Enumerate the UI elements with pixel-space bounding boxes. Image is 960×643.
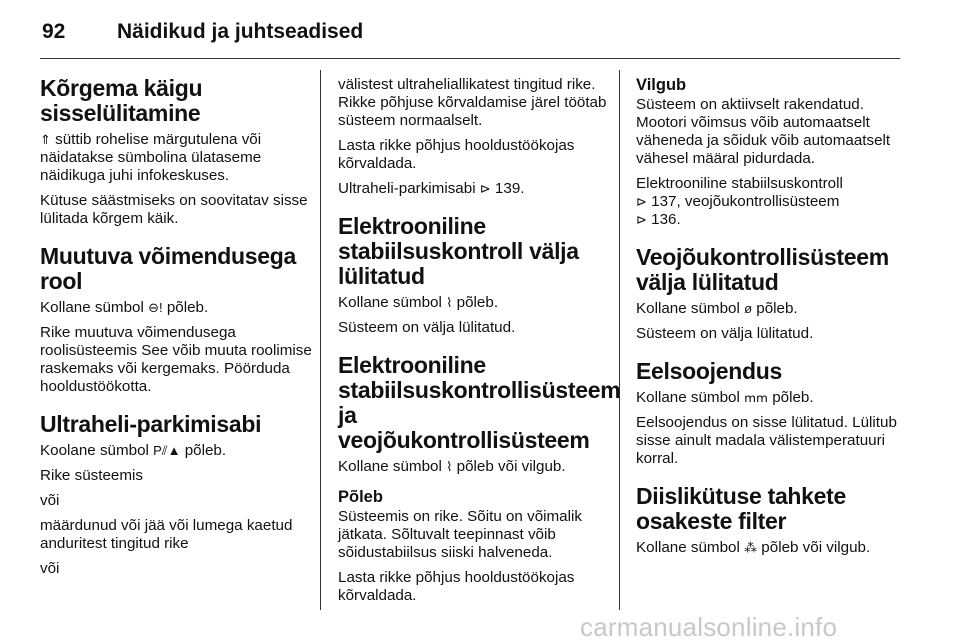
column-divider bbox=[619, 70, 620, 610]
paragraph: Süsteem on välja lülitatud. bbox=[338, 319, 516, 336]
subheading-flashing: Vilgub bbox=[636, 76, 687, 94]
section-heading-esc-tc: Elektrooniline stabiilsuskontrollisüsteem ja veojõukontrollisüsteem bbox=[338, 352, 621, 453]
paragraph: Rike süsteemis bbox=[40, 467, 143, 484]
page-ref-icon: ⊳ bbox=[636, 194, 647, 209]
paragraph: Lasta rikke põhjus hooldustöökojas kõrvaldada. bbox=[338, 569, 575, 604]
section-heading-esc-off: Elektrooniline stabiilsuskontroll välja lülitatud bbox=[338, 213, 579, 289]
paragraph: Kütuse säästmiseks on soovitatav sisse lülitada kõrgem käik. bbox=[40, 192, 308, 227]
column-left bbox=[40, 76, 312, 585]
paragraph: Kollane sümbol ⊖! põleb. bbox=[40, 299, 209, 316]
glow-plug-icon: ՠՠ bbox=[744, 390, 768, 405]
paragraph: Lasta rikke põhjus hooldustöökojas kõrvaldada. bbox=[338, 137, 575, 172]
paragraph: Kollane sümbol ⌇ põleb või vilgub. bbox=[338, 458, 566, 475]
section-heading-parking-assist: Ultraheli-parkimisabi bbox=[40, 411, 262, 437]
parking-assist-icon: P⫽▲ bbox=[153, 443, 181, 458]
paragraph: Kollane sümbol ⁂ põleb või vilgub. bbox=[636, 539, 871, 556]
section-heading-upshift: Kõrgema käigu sisselülitamine bbox=[40, 75, 203, 126]
paragraph: Kollane sümbol ՠՠ põleb. bbox=[636, 389, 814, 406]
page-number: 92 bbox=[42, 20, 66, 43]
paragraph: ⇑ süttib rohelise märgutulena või näidatakse sümbolina ülataseme näidikuga juhi infokeskuses. bbox=[40, 131, 262, 184]
paragraph: Süsteemis on rike. Sõitu on võimalik jätkata. Sõltuvalt teepinnast võib sõidustabiilsus siiski halveneda. bbox=[338, 508, 582, 561]
paragraph: Rike muutuva võimendusega roolisüsteemis See võib muuta roolimise raskemaks või kergemaks. Pöörduda hooldustöökotta. bbox=[40, 324, 312, 395]
steering-warning-icon: ⊖! bbox=[148, 300, 163, 315]
dpf-icon: ⁂ bbox=[744, 540, 758, 555]
subheading-lit: Põleb bbox=[338, 488, 383, 506]
paragraph: Koolane sümbol P⫽▲ põleb. bbox=[40, 442, 227, 459]
column-right bbox=[636, 76, 908, 564]
page-header bbox=[42, 10, 363, 54]
paragraph: Kollane sümbol ø põleb. bbox=[636, 300, 798, 317]
paragraph: või bbox=[40, 560, 60, 577]
section-heading-dpf: Diislikütuse tahkete osakeste filter bbox=[636, 483, 847, 534]
page-ref-icon: ⊳ bbox=[636, 212, 647, 227]
header-rule bbox=[40, 58, 900, 59]
paragraph: Süsteem on välja lülitatud. bbox=[636, 325, 814, 342]
page-title: Näidikud ja juhtseadised bbox=[117, 20, 364, 43]
column-divider bbox=[320, 70, 321, 610]
column-middle bbox=[338, 76, 621, 612]
esc-off-icon: ⌇ bbox=[446, 295, 453, 310]
section-heading-power-steering: Muutuva võimendusega rool bbox=[40, 243, 296, 294]
page-ref-icon: ⊳ bbox=[479, 181, 491, 196]
section-heading-tc-off: Veojõukontrollisüsteem välja lülitatud bbox=[636, 244, 889, 295]
paragraph: või bbox=[40, 492, 60, 509]
paragraph: Kollane sümbol ⌇ põleb. bbox=[338, 294, 499, 311]
paragraph: Süsteem on aktiivselt rakendatud. Mootori võimsus võib automaatselt väheneda ja sõiduk võib automaatselt vähesel määral pidurdada. bbox=[636, 96, 891, 167]
paragraph: määrdunud või jää või lumega kaetud anduritest tingitud rike bbox=[40, 517, 293, 552]
paragraph: Elektrooniline stabiilsuskontroll ⊳ 137, veojõukontrollisüsteem ⊳ 136. bbox=[636, 175, 843, 228]
upshift-icon: ⇑ bbox=[40, 132, 51, 147]
tc-off-icon: ø bbox=[744, 301, 753, 316]
paragraph: Ultraheli-parkimisabi ⊳ 139. bbox=[338, 180, 525, 197]
paragraph: välistest ultraheliallikatest tingitud rike. Rikke põhjuse kõrvaldamise järel töötab süsteem normaalselt. bbox=[338, 76, 607, 129]
paragraph: Eelsoojendus on sisse lülitatud. Lülitub sisse ainult madala välistemperatuuri korral. bbox=[636, 414, 897, 467]
esc-icon: ⌇ bbox=[446, 459, 453, 474]
section-heading-preheating: Eelsoojendus bbox=[636, 358, 782, 384]
watermark: carmanualsonline.info bbox=[580, 612, 838, 642]
